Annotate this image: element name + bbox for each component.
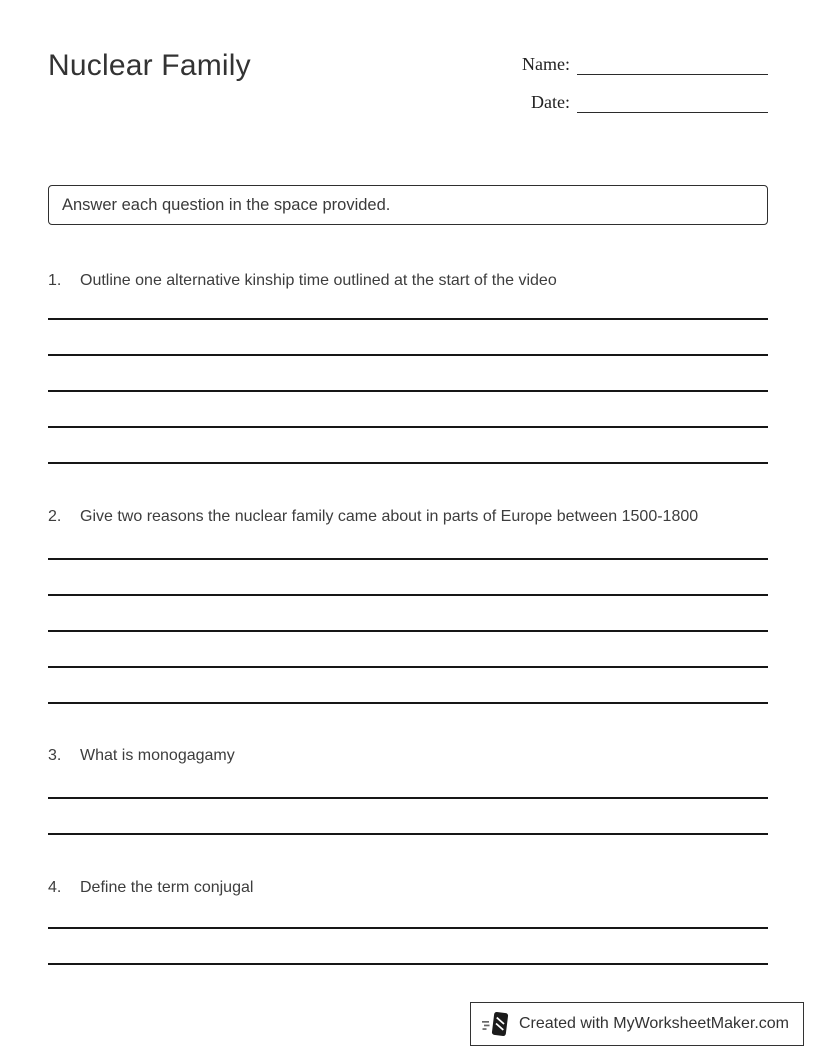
question-block — [48, 744, 768, 835]
name-date-block — [518, 54, 768, 130]
worksheet-maker-logo-icon — [481, 1009, 511, 1039]
answer-line[interactable] — [48, 560, 768, 596]
answer-line[interactable] — [48, 356, 768, 392]
name-blank-line[interactable] — [577, 54, 768, 75]
question-text: Outline one alternative kinship time outlined at the start of the video — [80, 272, 557, 289]
page-title: Nuclear Family — [48, 49, 251, 82]
question — [48, 876, 768, 900]
answer-line[interactable] — [48, 799, 768, 835]
answer-line[interactable] — [48, 772, 768, 799]
date-blank-line[interactable] — [577, 92, 768, 113]
name-label: Name: — [522, 54, 570, 74]
answer-lines — [48, 293, 768, 464]
question-text: Define the term conjugal — [80, 879, 254, 896]
answer-line[interactable] — [48, 596, 768, 632]
answer-line[interactable] — [48, 320, 768, 356]
question-text: What is monogagamy — [80, 747, 235, 764]
footer-credit-box[interactable] — [470, 1002, 804, 1046]
questions-list — [48, 269, 768, 965]
instructions-box — [48, 185, 768, 225]
question-block — [48, 505, 768, 704]
question — [48, 269, 768, 293]
question-number: 4. — [48, 879, 62, 896]
question — [48, 744, 768, 768]
answer-lines — [48, 772, 768, 835]
question-number: 3. — [48, 747, 62, 764]
question-block — [48, 269, 768, 464]
answer-line[interactable] — [48, 902, 768, 929]
question-block — [48, 876, 768, 965]
worksheet-header — [48, 48, 768, 130]
footer-credit-text: Created with MyWorksheetMaker.com — [518, 1015, 789, 1032]
question-number: 1. — [48, 272, 62, 289]
question-number: 2. — [48, 508, 62, 525]
question-text: Give two reasons the nuclear family came about in parts of Europe between 1500-1800 — [80, 508, 699, 525]
answer-line[interactable] — [48, 428, 768, 464]
instructions-text: Answer each question in the space provided. — [62, 195, 391, 214]
answer-line[interactable] — [48, 668, 768, 704]
date-row — [518, 92, 768, 113]
date-label: Date: — [531, 92, 570, 112]
answer-line[interactable] — [48, 293, 768, 320]
answer-lines — [48, 902, 768, 965]
name-row — [518, 54, 768, 75]
answer-lines — [48, 533, 768, 704]
answer-line[interactable] — [48, 533, 768, 560]
answer-line[interactable] — [48, 392, 768, 428]
answer-line[interactable] — [48, 632, 768, 668]
question — [48, 505, 768, 529]
answer-line[interactable] — [48, 929, 768, 965]
